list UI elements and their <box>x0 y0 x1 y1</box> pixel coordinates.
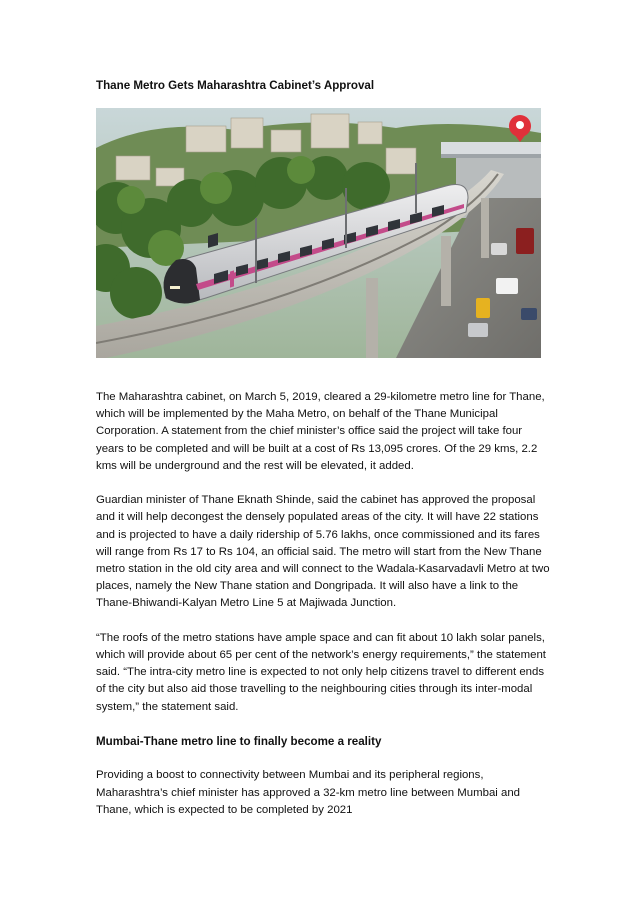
article-title: Thane Metro Gets Maharashtra Cabinet’s Approval <box>96 79 375 92</box>
article-body <box>96 389 551 836</box>
article-subheading: Mumbai-Thane metro line to finally become a reality <box>96 735 382 749</box>
paragraph-solar-panels: “The roofs of the metro stations have ample space and can fit about 10 lakh solar panels, which will provide about 65 per cent of the network’s energy requirements,” the statement said. “The intra-city metro line is expected to not only help citizens travel to different ends of the city but also aid those travelling to the neighbouring cities through its inter-modal system,” the statement said. <box>96 631 546 713</box>
paragraph-guardian-minister: Guardian minister of Thane Eknath Shinde, said the cabinet has approved the proposal and it will help decongest the densely populated areas of the city. It will have 22 stations and is projected to have a daily ridership of 5.76 lakhs, once commissioned and its fares will range from Rs 17 to Rs 104, an official said. The metro will start from the New Thane metro station in the old city area and will connect to the Wadala-Kasarvadavli Metro at two places, namely the New Thane station and Dongripada. It will also have a link to the Thane-Bhiwandi-Kalyan Metro Line 5 at Majiwada Junction. <box>96 494 550 610</box>
paragraph-cabinet-approval: The Maharashtra cabinet, on March 5, 2019, cleared a 29-kilometre metro line for Thane, which will be implemented by the Maha Metro, on behalf of the Thane Municipal Corporation. A statement from the chief minister’s office said the project will take four years to be completed and will be built at a cost of Rs 13,095 crores. Of the 29 kms, 2.2 kms will be underground and the rest will be elevated, it added. <box>96 391 545 472</box>
paragraph-mumbai-thane: Providing a boost to connectivity between Mumbai and its peripheral regions, Maharashtra’s chief minister has approved a 32-km metro line between Mumbai and Thane, which is expected to be completed by 2021 <box>96 769 520 816</box>
article-photo <box>96 108 541 358</box>
